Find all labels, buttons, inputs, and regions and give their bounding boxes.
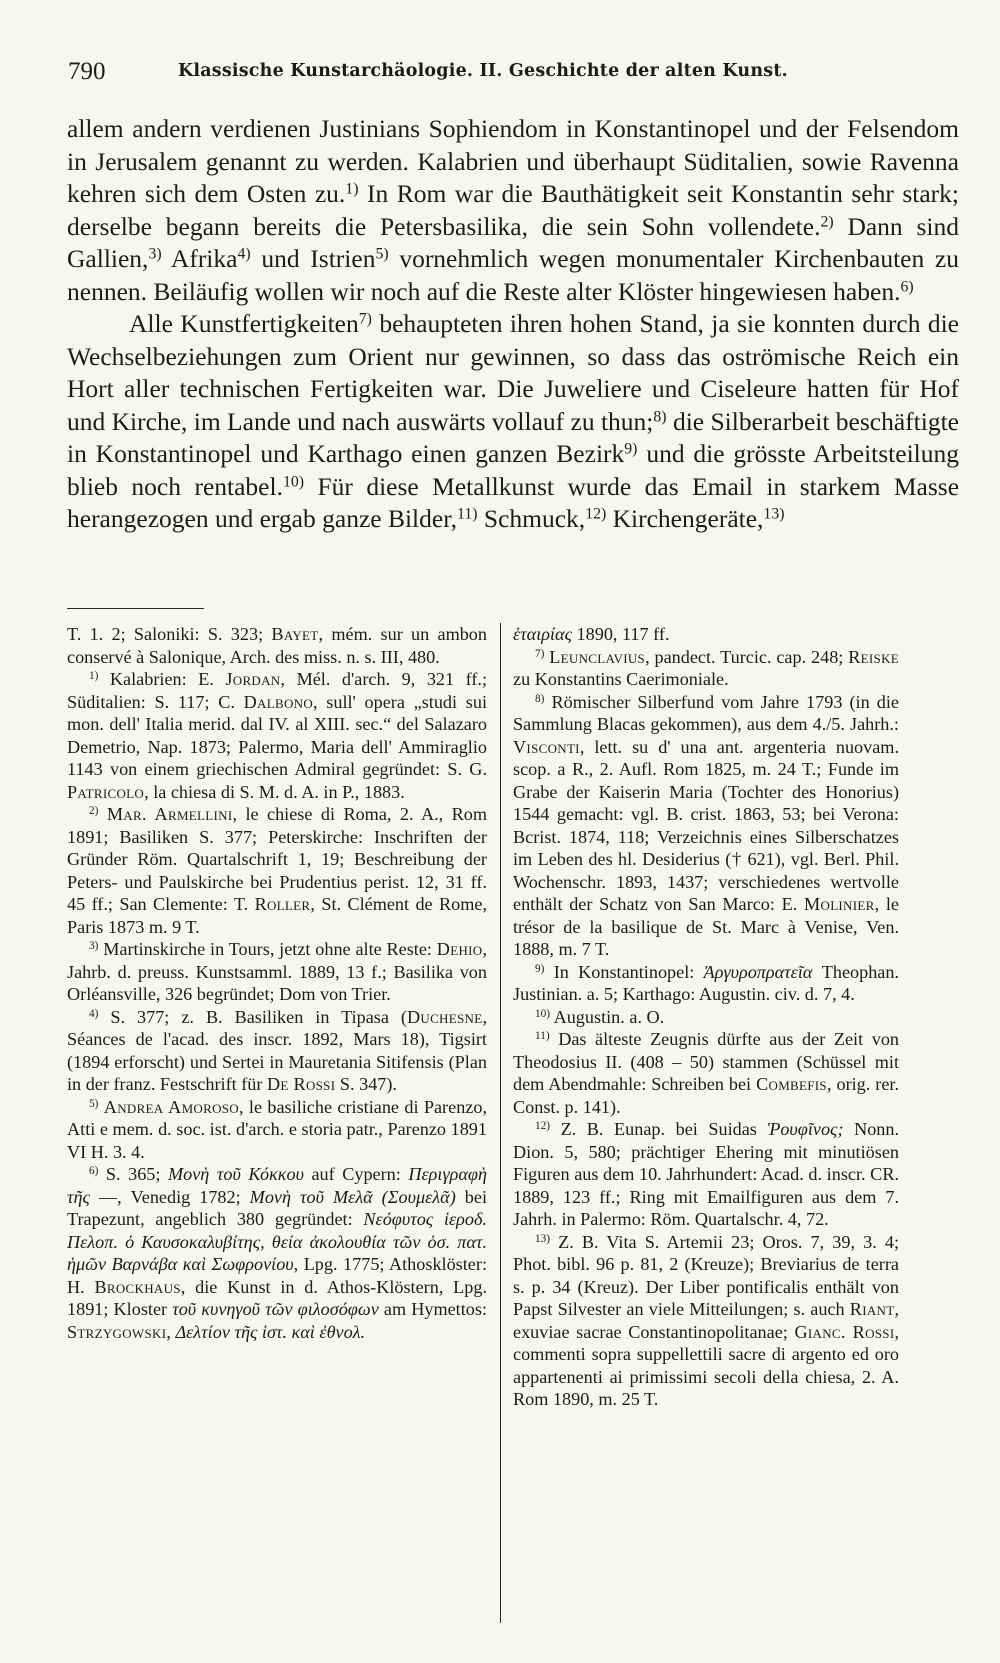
footnotes-right-column	[513, 623, 899, 1411]
footnote-ref[interactable]: 10)	[282, 472, 305, 490]
footnote-4: $^{4)}$ S. 377; z. B. Basiliken in Tipasa (Duchesne, Séances de l'acad. des inscr. 1892, Mars 18), Tigsirt (1894 erforscht) und Sertei in Mauretania Sitifensis (Plan in der franz. Festschrift für De Rossi S. 347).	[67, 1006, 487, 1094]
footnote-ref[interactable]: 8)	[653, 407, 667, 425]
footnote-ref[interactable]: 1)	[345, 180, 359, 198]
footnote-10: $^{10)}$ Augustin. a. O.	[535, 1006, 665, 1027]
footnote-rule	[67, 608, 204, 609]
footnote-7: $^{7)}$ Leunclavius, pandect. Turcic. cap. 248; Reiske zu Konstantins Caerimoniale.	[513, 646, 899, 689]
footnote-ref[interactable]: 7)	[358, 310, 372, 328]
footnote-13: $^{13)}$ Z. B. Vita S. Artemii 23; Oros. 7, 39, 3. 4; Phot. bibl. 96 p. 81, 2 (Kreuze); Breviarius de terra s. p. 34 (Kreuz). Der Liber pontificalis enthält von Papst Silvester an viele Mitteilungen; s. auch Riant, exuviae sacrae Constantinopolitanae; Gianc. Rossi, commenti sopra suppellettili sacre di argento ed oro appartenenti ai primissimi secoli della chiesa, 2. A. Rom 1890, m. 25 T.	[513, 1231, 900, 1409]
paragraph-1: allem andern verdienen Justinians Sophiendom in Konstantinopel und der Felsendom in Jerusalem genannt zu werden. Kalabrien und überhaupt Süditalien, sowie Ravenna kehren sich dem Osten zu.$^{1)}$ In Rom war die Bauthätigkeit seit Konstantin sehr stark; derselbe begann bereits die Petersbasilika, die sein Sohn vollendete.$^{2)}$ Dann sind Gallien,$^{3)}$ Afrika$^{4)}$ und Istrien$^{5)}$ vornehmlich wegen monumentaler Kirchenbauten zu nennen. Beiläufig wollen wir noch auf die Reste alter Klöster hingewiesen haben.$^{6)}$	[67, 114, 960, 306]
footnote-ref[interactable]: 4)	[237, 245, 251, 263]
footnote-8: $^{8)}$ Römischer Silberfund vom Jahre 1793 (in die Sammlung Blacas gekommen), aus dem 4./5. Jahrh.: Visconti, lett. su d' una ant. argenteria nuovam. scop. a R., 2. Aufl. Rom 1825, m. 24 T.; Funde im Grabe der Kaiserin Maria (Tochter des Honorius) 1544 gemacht: vgl. B. crist. 1863, 53; bei Verona: Bcrist. 1874, 118; Verzeichnis eines Silberschatzes im Leben des hl. Desiderius († 621), vgl. Berl. Phil. Wochenschr. 1893, 1437; verschiedenes wertvolle enthält der Schatz von San Marco: E. Molinier, le trésor de la basilique de St. Marc à Venise, Ven. 1888, m. 7 T.	[513, 691, 899, 959]
footnote-3: $^{3)}$ Martinskirche in Tours, jetzt ohne alte Reste: Dehio, Jahrb. d. preuss. Kunstsamml. 1889, 13 f.; Basilika von Orléansville, 326 begründet; Dom von Trier.	[67, 939, 488, 1004]
footnote-ref[interactable]: 2)	[820, 212, 834, 230]
footnote-ref[interactable]: 9)	[624, 440, 638, 458]
footnote-ref[interactable]: 6)	[900, 277, 914, 295]
footnote-2: $^{2)}$ Mar. Armellini, le chiese di Roma, 2. A., Rom 1891; Basiliken S. 377; Peterskirche: Inschriften der Gründer Röm. Quartalschrift 1, 19; Beschreibung der Peters- und Paulskirche bei Prudentius perist. 12, 31 ff. 45 ff.; San Clemente: T. Roller, St. Clément de Rome, Paris 1873 m. 9 T.	[67, 804, 488, 937]
footnote-ref[interactable]: 12)	[585, 505, 607, 523]
footnote-continuation: T. 1. 2; Saloniki: S. 323; Bayet, mém. sur un ambon conservé à Salonique, Arch. des miss. n. s. III, 480.	[67, 624, 487, 667]
page-header	[68, 58, 843, 98]
footnote-ref[interactable]: 11)	[457, 505, 478, 523]
paragraph-2: Alle Kunstfertigkeiten$^{7)}$ behaupteten ihren hohen Stand, ja sie konnten durch die Wechselbeziehungen zum Orient nur gewinnen, so dass das oströmische Reich ein Hort aller technischen Fertigkeiten war. Die Juweliere und Ciseleure hatten für Hof und Kirche, im Lande und nach auswärts vollauf zu thun;$^{8)}$ die Silberarbeit beschäftigte in Konstantinopel und Karthago einen ganzen Bezirk$^{9)}$ und die grösste Arbeitsteilung blieb noch rentabel.$^{10)}$ Für diese Metallkunst wurde das Email in starkem Masse herangezogen und ergab ganze Bilder,$^{11)}$ Schmuck,$^{12)}$ Kirchengeräte,$^{13)}$	[67, 309, 960, 533]
page-number: 790	[68, 58, 106, 85]
footnote-ref[interactable]: 13)	[763, 505, 785, 523]
footnote-ref[interactable]: 5)	[375, 245, 389, 263]
footnotes-left-column	[67, 623, 487, 1343]
footnote-12: $^{12)}$ Z. B. Eunap. bei Suidas Ῥουφῖνος; Nonn. Dion. 5, 580; prächtiger Ehering mit minutiösen Figuren aus dem 10. Jahrhundert: Acad. d. inscr. CR. 1889, 123 ff.; Ring mit Emailfiguren aus dem 7. Jahrh. in Palermo: Röm. Quartalschr. 4, 72.	[513, 1119, 900, 1229]
footnote-5: $^{5)}$ Andrea Amoroso, le basiliche cristiane di Parenzo, Atti e mem. d. soc. ist. d'arch. e storia patr., Parenzo 1891 VI H. 3. 4.	[67, 1096, 487, 1162]
footnote-continuation: ἑταιρίας 1890, 117 ff.	[513, 624, 670, 644]
footnote-6: $^{6)}$ S. 365; Μονὴ τοῦ Κόκκου auf Cypern: Περιγραφὴ τῆς —, Venedig 1782; Μονὴ τοῦ Μελᾶ (Σουμελᾶ) bei Trapezunt, angeblich 380 gegründet: Νεόφυτος ἱεροδ. Πελοπ. ὁ Καυσοκαλυβίτης, θεία ἀκολουθία τῶν ὁσ. πατ. ἡμῶν Βαρνάβα καὶ Σωφρονίου, Lpg. 1775; Athosklöster: H. Brockhaus, die Kunst in d. Athos-Klöstern, Lpg. 1891; Kloster τοῦ κυνηγοῦ τῶν φιλοσόφων am Hymettos: Strzygowski, Δελτίον τῆς ἱστ. καὶ ἐθνολ.	[67, 1164, 488, 1342]
main-text	[67, 113, 959, 536]
footnote-9: $^{9)}$ In Konstantinopel: Ἀργυροπρατεῖα Theophan. Justinian. a. 5; Karthago: Augustin. civ. d. 7, 4.	[513, 961, 900, 1004]
footnote-1: $^{1)}$ Kalabrien: E. Jordan, Mél. d'arch. 9, 321 ff.; Süditalien: S. 117; C. Dalbono, sull' opera „studi sui mon. dell' Italia merid. dal IV. al XIII. sec.“ del Salazaro Demetrio, Nap. 1873; Palermo, Maria dell' Ammiraglio 1143 von einem griechischen Admiral gegründet: S. G. Patricolo, la chiesa di S. M. d. A. in P., 1883.	[67, 669, 488, 802]
footnote-11: $^{11)}$ Das älteste Zeugnis dürfte aus der Zeit von Theodosius II. (408 – 50) stammen (Schüssel mit dem Abendmahle: Schreiben bei Combefis, orig. rer. Const. p. 141).	[513, 1029, 900, 1117]
column-divider	[500, 623, 501, 1623]
footnote-ref[interactable]: 3)	[148, 245, 162, 263]
running-title: Klassische Kunstarchäologie. II. Geschichte der alten Kunst.	[178, 61, 788, 81]
